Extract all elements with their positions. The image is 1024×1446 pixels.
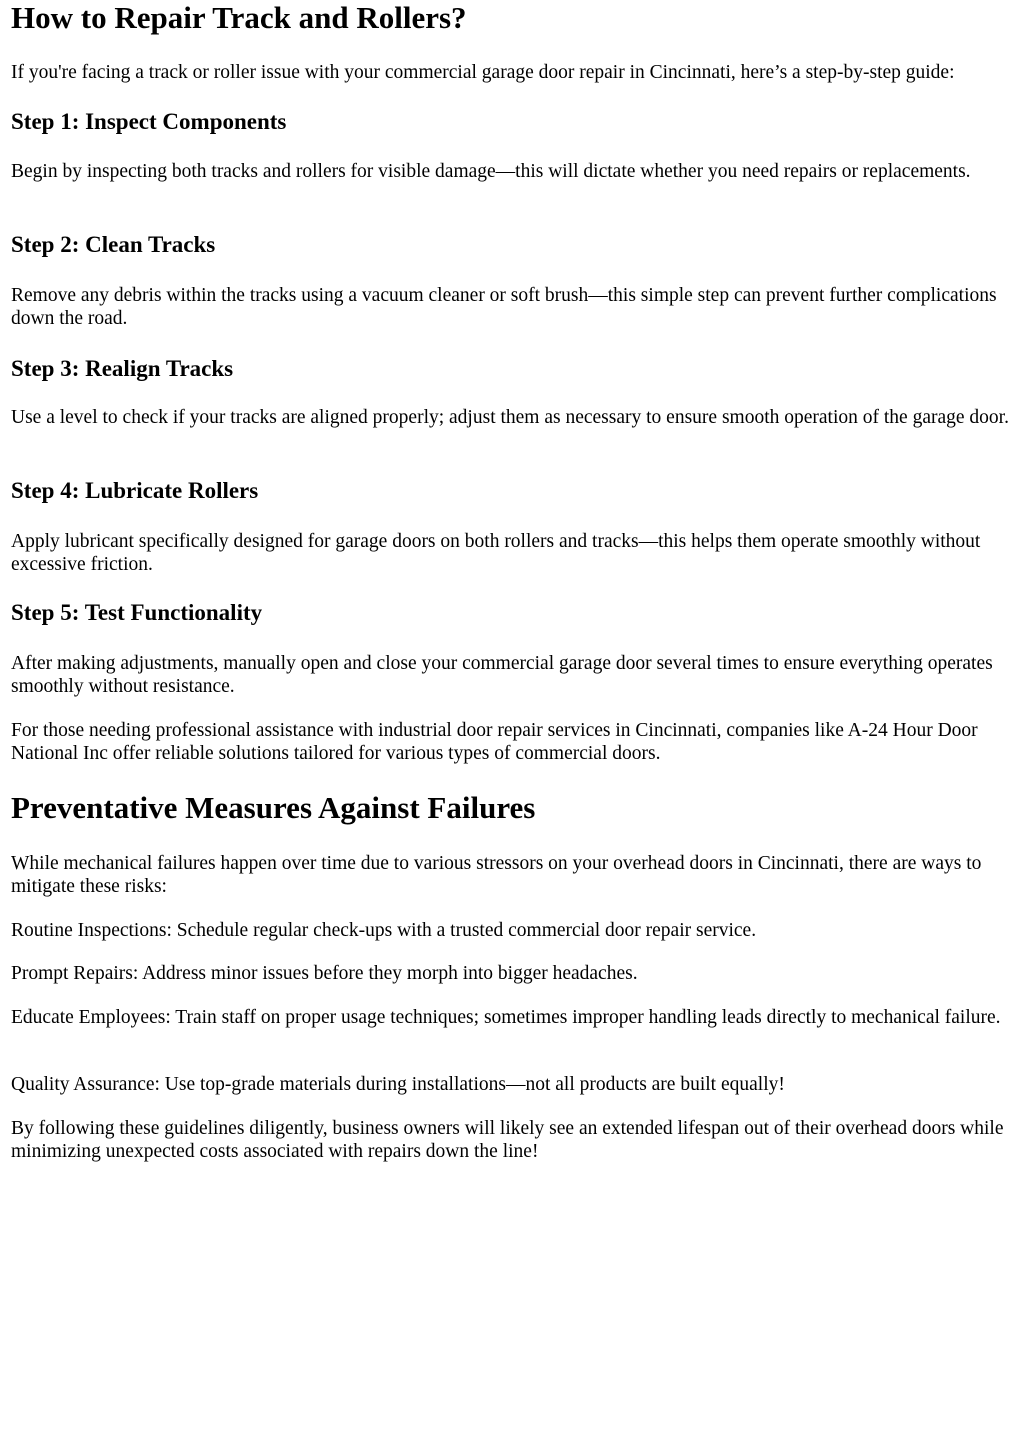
step-4-heading: Step 4: Lubricate Rollers (11, 478, 259, 503)
step-3-heading: Step 3: Realign Tracks (11, 356, 234, 381)
measure-prompt-repairs: Prompt Repairs: Address minor issues before they morph into bigger headaches. (11, 963, 638, 984)
measure-quality-assurance: Quality Assurance: Use top-grade materials during installations—not all products are built equally! (11, 1074, 785, 1095)
step-3-text: Use a level to check if your tracks are aligned properly; adjust them as necessary to ensure smooth operation of the garage door. (11, 407, 1009, 428)
step-5-text: After making adjustments, manually open and close your commercial garage door several times to ensure everything operates smoothly without resistance. (11, 653, 993, 697)
step-2-text: Remove any debris within the tracks using a vacuum cleaner or soft brush—this simple step can prevent further complications down the road. (11, 285, 997, 329)
step-5-heading: Step 5: Test Functionality (11, 600, 263, 625)
intro-paragraph: If you're facing a track or roller issue with your commercial garage door repair in Cincinnati, here’s a step-by-step guide: (11, 62, 955, 83)
professional-note: For those needing professional assistance with industrial door repair services in Cincinnati, companies like A-24 Hour Door National Inc offer reliable solutions tailored for various types of commercial doors. (11, 720, 978, 764)
conclusion-paragraph: By following these guidelines diligently, business owners will likely see an extended lifespan out of their overhead doors while minimizing unexpected costs associated with repairs down the line! (11, 1118, 1004, 1162)
step-2-heading: Step 2: Clean Tracks (11, 232, 216, 257)
heading-repair: How to Repair Track and Rollers? (11, 0, 467, 35)
heading-preventative: Preventative Measures Against Failures (11, 790, 536, 825)
step-4-text: Apply lubricant specifically designed for garage doors on both rollers and tracks—this helps them operate smoothly without excessive friction. (11, 531, 981, 575)
step-1-heading: Step 1: Inspect Components (11, 109, 287, 134)
step-1-text: Begin by inspecting both tracks and rollers for visible damage—this will dictate whether you need repairs or replacements. (11, 161, 971, 182)
measure-educate-employees: Educate Employees: Train staff on proper usage techniques; sometimes improper handling leads directly to mechanical failure. (11, 1007, 1001, 1028)
measure-routine-inspections: Routine Inspections: Schedule regular check-ups with a trusted commercial door repair service. (11, 920, 757, 941)
preventative-intro: While mechanical failures happen over time due to various stressors on your overhead doors in Cincinnati, there are ways to mitigate these risks: (11, 853, 982, 897)
